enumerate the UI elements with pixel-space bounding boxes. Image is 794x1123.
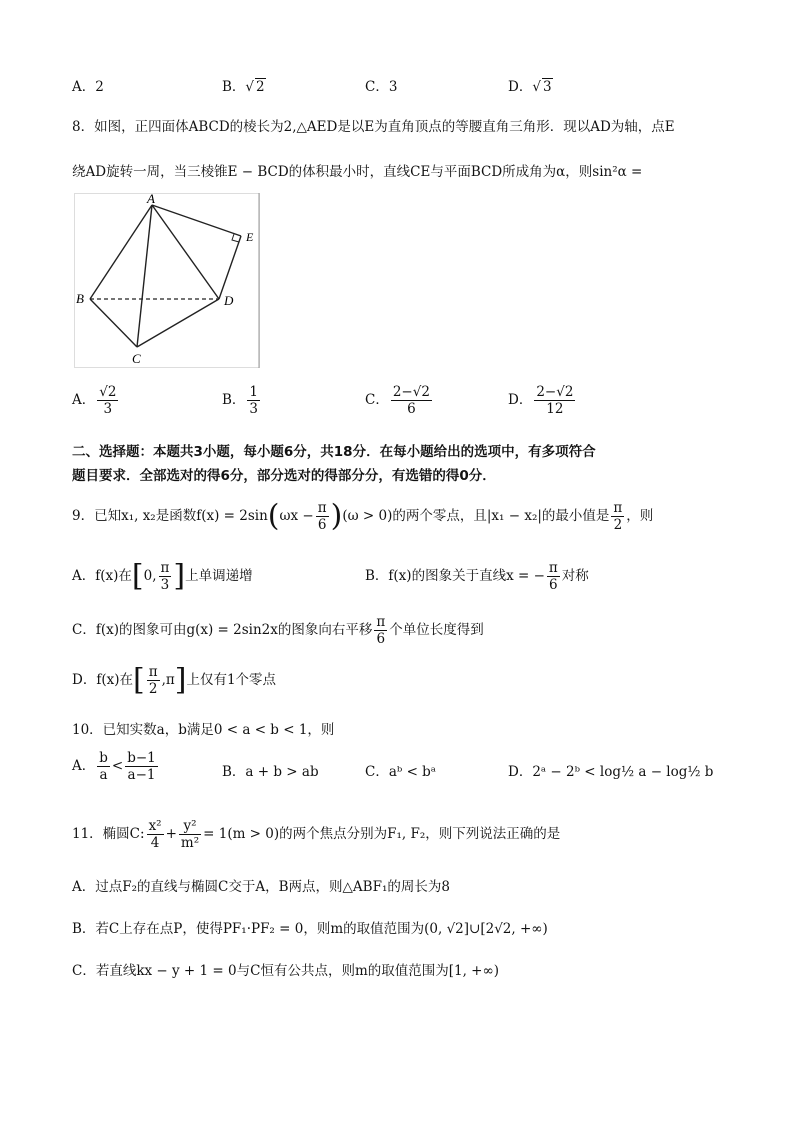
q9-stem: 9．已知x₁, x₂是函数f(x) = 2sin(ωx − $\frac{\pi}{6}$ )(ω > 0)的两个零点，且|x₁ − x₂|的最小值是 $\frac{\pi}{2}$ ，则 <box>72 498 654 534</box>
q8-stem-line1: 8．如图，正四面体ABCD的棱长为2,△AED是以E为直角顶点的等腰直角三角形．现以AD为轴，点E <box>72 119 675 135</box>
q7-option-c: C．3 <box>365 79 398 95</box>
label-c: C <box>132 351 141 366</box>
q8-option-c: C． $\frac{2-√2}{6}$ <box>365 384 430 417</box>
q8-option-d: D． $\frac{2-√2}{12}$ <box>508 384 574 417</box>
q11-option-c: C．若直线kx − y + 1 = 0与C恒有公共点，则m的取值范围为[1, +∞) <box>72 963 500 979</box>
q7-option-b: B．√ 2 <box>222 79 265 95</box>
section-heading-line1: 二、选择题：本题共3小题，每小题6分，共18分．在每小题给出的选项中，有多项符合 <box>72 444 596 460</box>
q8-option-b: B． $\frac{1}{3}$ <box>222 384 259 417</box>
q11-stem: 11．椭圆C: $\frac{\text{x²}}{4}$ + $\frac{\text{y²}}{\text{m²}}$ = 1(m > 0)的两个焦点分别为F₁, F₂，则下列说法正确的是 <box>72 818 561 851</box>
label-a: A <box>147 193 155 206</box>
label-e: E <box>246 230 254 244</box>
q10-stem: 10．已知实数a，b满足0 < a < b < 1，则 <box>72 722 335 738</box>
q9-option-c: C．f(x)的图象可由g(x) = 2sin2x的图象向右平移 $\frac{\pi}{6}$ 个单位长度得到 <box>72 614 484 647</box>
q8-option-a: A． $\frac{√2}{3}$ <box>72 384 117 417</box>
q10-option-b: B．a + b > ab <box>222 764 319 780</box>
q10-option-a: A． $\frac{b}{a}$ < $\frac{b-1}{a-1}$ <box>72 750 156 783</box>
q9-option-a: A．f(x)在[0, $\frac{\pi}{3}$ ]上单调递增 <box>72 558 253 594</box>
q10-option-c: C．aᵇ < bᵃ <box>365 764 437 780</box>
label-d: D <box>224 293 234 308</box>
q11-option-a: A．过点F₂的直线与椭圆C交于A，B两点，则△ABF₁的周长为8 <box>72 879 450 895</box>
q8-stem-line2: 绕AD旋转一周，当三棱锥E − BCD的体积最小时，直线CE与平面BCD所成角为α，则sin²α = <box>72 164 643 180</box>
q9-option-b: B．f(x)的图象关于直线x = − $\frac{\pi}{6}$ 对称 <box>365 560 589 593</box>
q9-option-d: D．f(x)在[ $\frac{\pi}{2}$ ,π]上仅有1个零点 <box>72 662 277 698</box>
label-b: B <box>76 291 84 306</box>
q7-option-a: A．2 <box>72 79 104 95</box>
section-heading-line2: 题目要求．全部选对的得6分，部分选对的得部分分，有选错的得0分． <box>72 468 496 484</box>
tetrahedron-figure <box>74 193 260 368</box>
q10-option-d: D．2ᵃ − 2ᵇ < log½ a − log½ b <box>508 764 714 780</box>
q11-option-b: B．若C上存在点P，使得PF₁·PF₂ = 0，则m的取值范围为(0, √2]∪[2√2, +∞) <box>72 921 548 937</box>
q7-option-d: D．√ 3 <box>508 79 552 95</box>
